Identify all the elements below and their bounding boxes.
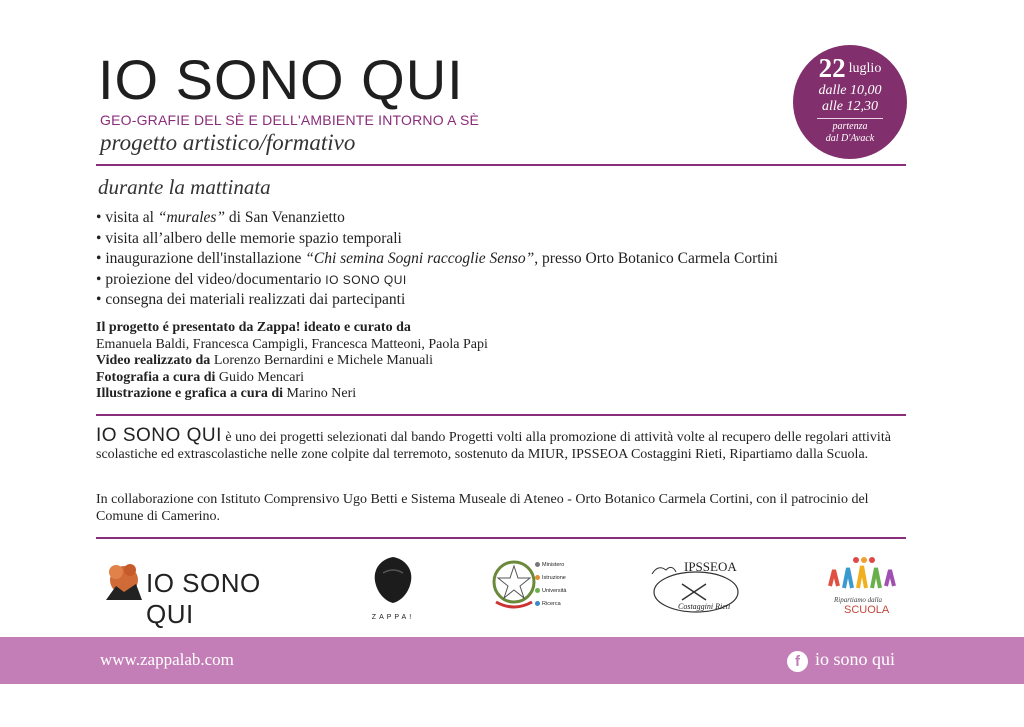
logo-text: IO SONO QUI (146, 568, 261, 629)
ipsseoa-sub: Costaggini Rieti (678, 602, 731, 611)
activity-item: • consegna dei materiali realizzati dai partecipanti (96, 290, 778, 311)
project-description: IO SONO QUI è uno dei progetti selezionati dal bando Progetti volti alla promozione di attività volte al recupero delle regolari attività scolastiche ed extrascolastiche nelle zone colpite dal terremoto, sostenuto da MIUR, IPSSEOA Costaggini Rieti, Ripartiamo dalla Scuola. (96, 425, 891, 462)
divider (96, 414, 906, 416)
miur-logo (490, 558, 582, 614)
facebook-link[interactable]: io sono qui (815, 649, 896, 669)
divider (96, 164, 906, 166)
website-link[interactable]: www.zappalab.com (100, 650, 234, 669)
departure-place: dal D'Avack (825, 133, 875, 144)
credits (96, 320, 488, 403)
credits-illustration: Illustrazione e grafica a cura di Marino Neri (96, 386, 357, 401)
dot-icon (535, 588, 540, 593)
departure-label: partenza (832, 121, 868, 132)
date-month: luglio (848, 60, 882, 76)
date-line (793, 53, 907, 84)
inline-logo: IO SONO QUI (325, 272, 407, 287)
badge-divider (817, 118, 883, 119)
activity-item: • inaugurazione dell'installazione “Chi semina Sogni raccoglie Senso”, presso Orto Botanico Carmela Cortini (96, 249, 778, 270)
emblem-icon (490, 558, 538, 612)
facebook-icon[interactable]: f (787, 651, 808, 672)
hands-icon (822, 556, 908, 596)
activity-list (96, 208, 778, 311)
project-type: progetto artistico/formativo (100, 130, 356, 155)
scuola-tagline: Ripartiamo dalla (834, 596, 883, 604)
activity-item: • visita all’albero delle memorie spazio temporali (96, 229, 778, 250)
footer-bar (0, 637, 1024, 684)
page-title: IO SONO QUI (98, 48, 464, 111)
zappa-logo (362, 555, 424, 621)
ipsseoa-label: IPSSEOA (684, 559, 737, 574)
dot-icon (535, 562, 540, 567)
miur-line: Università (542, 588, 567, 594)
io-sono-qui-logo (102, 560, 302, 629)
page-subtitle: GEO-GRAFIE DEL SÈ E DELL'AMBIENTE INTORNO A SÈ (100, 112, 480, 128)
activity-item: • proiezione del video/documentario IO SONO QUI (96, 270, 778, 291)
collaboration-note: In collaborazione con Istituto Comprensivo Ugo Betti e Sistema Museale di Ateneo - Orto Botanico Carmela Cortini, con il patrocinio del Comune di Camerino. (96, 492, 869, 524)
figure-icon (102, 560, 146, 606)
miur-line: Ministero (542, 562, 565, 568)
dot-icon (535, 575, 540, 580)
ripartiamo-scuola-logo (822, 556, 908, 620)
time-to: alle 12,30 (822, 99, 878, 114)
date-day: 22 (818, 53, 846, 83)
miur-line: Ricerca (542, 601, 561, 607)
scuola-label: SCUOLA (844, 604, 890, 616)
ipsseoa-logo (648, 558, 744, 618)
inline-logo: IO SONO QUI (96, 425, 222, 446)
activity-item: • visita al “murales” di San Venanzietto (96, 208, 778, 229)
date-badge (793, 45, 907, 159)
section-title: durante la mattinata (98, 175, 271, 199)
dot-icon (535, 601, 540, 606)
credits-photo: Fotografia a cura di Guido Mencari (96, 369, 305, 385)
credits-presented: Il progetto é presentato da Zappa! ideato e curato da (96, 320, 411, 335)
divider (96, 537, 906, 539)
miur-line: Istruzione (542, 575, 566, 581)
time-from: dalle 10,00 (818, 83, 882, 98)
credits-video: Video realizzato da Lorenzo Bernardini e Michele Manuali (96, 353, 434, 368)
zappa-label: ZAPPA! (371, 614, 415, 621)
zappa-head-icon (371, 555, 415, 605)
credits-curators: Emanuela Baldi, Francesca Campigli, Francesca Matteoni, Paola Papi (96, 336, 488, 352)
